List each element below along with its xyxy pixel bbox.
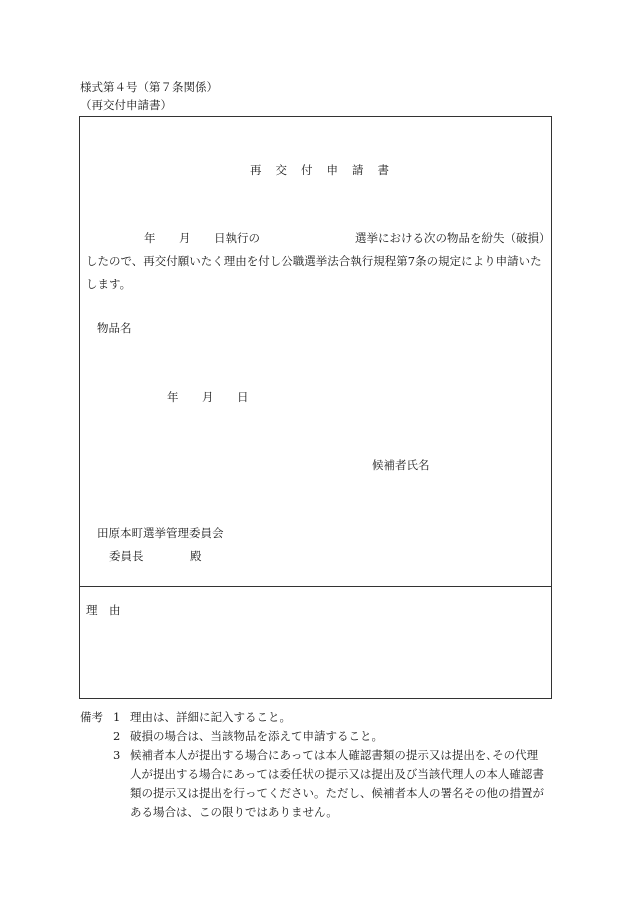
note-2-num: 2 xyxy=(113,729,121,743)
notes-label: 備考 xyxy=(80,710,103,724)
note-3-line-1: 候補者本人が提出する場合にあっては本人確認書類の提示又は提出を､その代理 xyxy=(130,748,539,762)
note-2-text: 破損の場合は、当該物品を添えて申請すること。 xyxy=(130,729,383,743)
intro-year: 年 xyxy=(144,231,156,245)
note-1-text: 理由は、詳細に記入すること。 xyxy=(130,710,291,724)
date-year: 年 xyxy=(167,390,179,404)
section-divider xyxy=(80,586,551,587)
intro-day-exec: 日執行の xyxy=(214,231,260,245)
note-3-num: 3 xyxy=(113,748,121,762)
note-3-line-2: 人が提出する場合にあっては委任状の提示又は提出及び当該代理人の本人確認書 xyxy=(130,767,544,781)
honorific: 殿 xyxy=(190,549,202,563)
item-name-label: 物品名 xyxy=(97,321,132,335)
date-month: 月 xyxy=(202,390,214,404)
note-1-num: 1 xyxy=(113,710,121,724)
chair-title: 委員長 xyxy=(109,549,144,563)
note-3-line-3: 類の提示又は提出を行ってください。ただし、候補者本人の署名その他の措置が xyxy=(130,786,544,800)
intro-month: 月 xyxy=(179,231,191,245)
intro-line2: したので、再交付願いたく理由を付し公職選挙法合執行規程第7条の規定により申請いた xyxy=(86,254,542,268)
reason-label: 理 由 xyxy=(86,603,121,617)
candidate-name-label: 候補者氏名 xyxy=(372,458,430,472)
form-number: 様式第４号（第７条関係） xyxy=(80,80,218,94)
intro-election: 選挙における次の物品を紛失（破損） xyxy=(355,231,551,245)
form-name: （再交付申請書） xyxy=(80,98,172,112)
intro-line3: します。 xyxy=(86,277,132,291)
addressee-org: 田原本町選挙管理委員会 xyxy=(97,526,224,540)
form-title: 再交付申請書 xyxy=(250,163,403,177)
date-day: 日 xyxy=(237,390,249,404)
application-form xyxy=(79,116,552,699)
note-3-line-4: ある場合は、この限りではありません。 xyxy=(130,805,338,819)
